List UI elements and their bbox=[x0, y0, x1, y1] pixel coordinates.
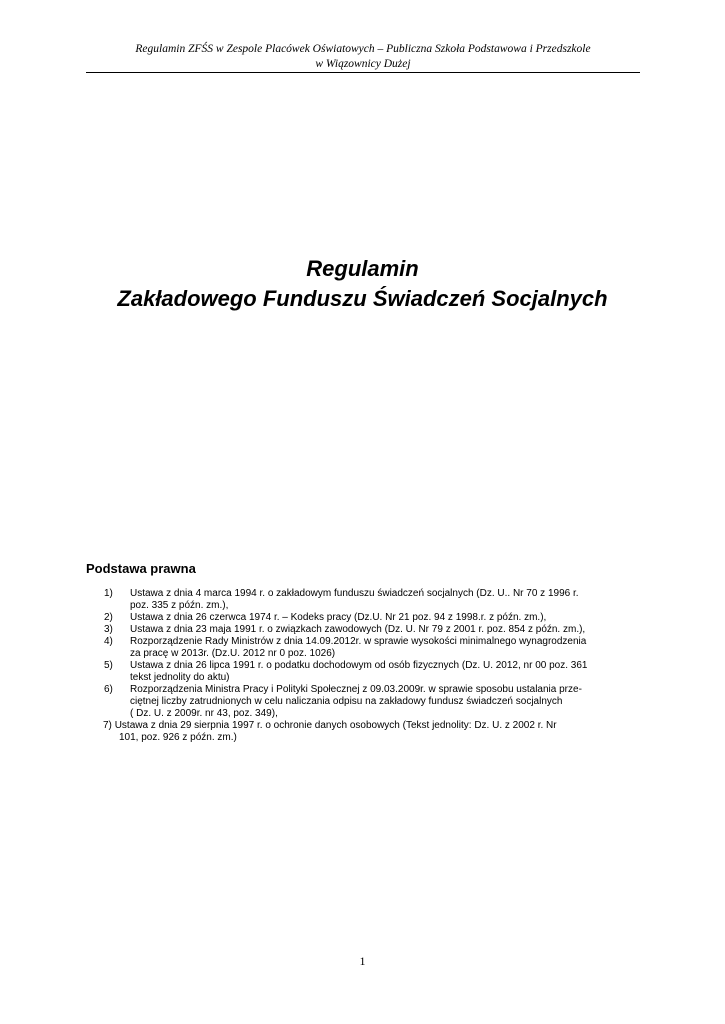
list-item-text-line: Ustawa z dnia 4 marca 1994 r. o zakładowym funduszu świadczeń socjalnych (Dz. U.. Nr 70 z 1996 r. bbox=[130, 588, 579, 599]
list-item bbox=[104, 612, 640, 624]
list-item-text-line: ciętnej liczby zatrudnionych w celu naliczania odpisu na zakładowy fundusz świadczeń socjalnych bbox=[130, 696, 563, 707]
title-line-2: Zakładowego Funduszu Świadczeń Socjalnych bbox=[117, 286, 608, 311]
list-item-number: 6) bbox=[104, 684, 113, 695]
list-item bbox=[103, 720, 640, 744]
section-heading: Podstawa prawna bbox=[86, 561, 196, 576]
list-item-text-line: Rozporządzenia Ministra Pracy i Polityki Społecznej z 09.03.2009r. w sprawie sposobu ustalania prze- bbox=[130, 684, 582, 695]
list-item bbox=[104, 624, 640, 636]
list-item-text-line bbox=[103, 720, 640, 732]
list-item-number: 5) bbox=[104, 660, 113, 671]
list-item-text-line: ( Dz. U. z 2009r. nr 43, poz. 349), bbox=[130, 708, 278, 719]
list-item-text-line: Rozporządzenie Rady Ministrów z dnia 14.09.2012r. w sprawie wysokości minimalnego wynagrodzenia bbox=[130, 636, 587, 647]
list-item-text-line: tekst jednolity do aktu) bbox=[130, 672, 230, 683]
header-line-1: Regulamin ZFŚS w Zespole Placówek Oświatowych – Publiczna Szkoła Podstawowa i Przedszkole bbox=[135, 43, 591, 55]
list-item-text-line: poz. 335 z późn. zm.), bbox=[130, 600, 229, 611]
list-item-text-line: Ustawa z dnia 26 lipca 1991 r. o podatku dochodowym od osób fizycznych (Dz. U. 2012, nr 00 poz. 361 bbox=[130, 660, 588, 671]
list-item-number: 2) bbox=[104, 612, 113, 623]
list-item bbox=[104, 660, 640, 684]
page-header bbox=[86, 42, 640, 72]
list-item-text: Ustawa z dnia 29 sierpnia 1997 r. o ochronie danych osobowych (Tekst jednolity: Dz. U. z 2002 r. Nr bbox=[114, 720, 557, 731]
document-title bbox=[60, 254, 665, 314]
list-item-text-line: za pracę w 2013r. (Dz.U. 2012 nr 0 poz. 1026) bbox=[130, 648, 336, 659]
header-divider bbox=[86, 72, 640, 73]
page-number: 1 bbox=[359, 954, 366, 968]
list-item-text-line: Ustawa z dnia 26 czerwca 1974 r. – Kodeks pracy (Dz.U. Nr 21 poz. 94 z 1998.r. z późn. zm.), bbox=[130, 612, 547, 623]
list-item-number: 4) bbox=[104, 636, 113, 647]
list-item-text-line: Ustawa z dnia 23 maja 1991 r. o związkach zawodowych (Dz. U. Nr 79 z 2001 r. poz. 854 z późn. zm.), bbox=[130, 624, 586, 635]
list-item bbox=[104, 684, 640, 720]
list-item-number: 3) bbox=[104, 624, 113, 635]
title-line-1: Regulamin bbox=[306, 256, 419, 281]
legal-basis-list bbox=[104, 588, 640, 744]
list-item bbox=[104, 588, 640, 612]
header-line-2: w Wiązownicy Dużej bbox=[315, 58, 411, 70]
list-item-text-line: 101, poz. 926 z późn. zm.) bbox=[119, 732, 237, 743]
list-item-number: 1) bbox=[104, 588, 113, 599]
list-item bbox=[104, 636, 640, 660]
list-item-number: 7) bbox=[103, 720, 112, 731]
